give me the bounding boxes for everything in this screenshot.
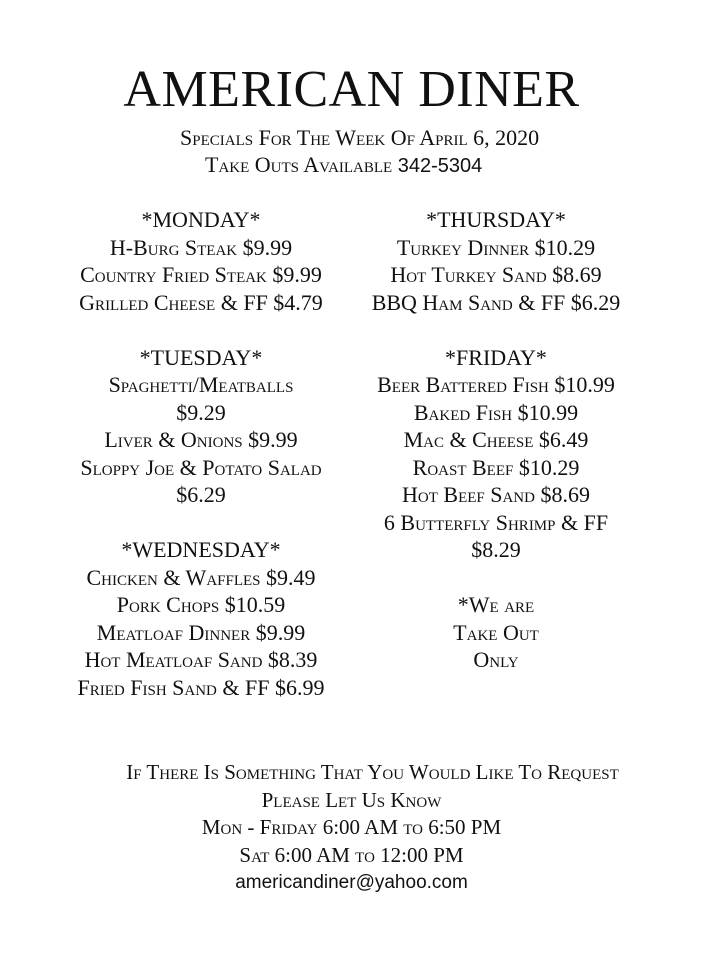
takeouts-label: Take Outs Available [205,152,398,177]
notice-line: Take Out [453,619,539,645]
menu-item: 6 Butterfly Shrimp & FF [383,509,609,535]
menu-item: H-Burg Steak $9.99 [109,234,293,260]
notice-line: Only [473,647,519,672]
menu-item: Mac & Cheese $6.49 [403,427,589,452]
footer-info [0,759,703,897]
menu-item: Chicken & Waffles $9.49 [86,564,316,590]
section-spacer [355,316,637,344]
section-spacer [60,509,342,537]
day-heading: *FRIDAY* [445,344,547,370]
left-menu-column [60,206,342,701]
section-spacer [355,564,637,592]
menu-item: BBQ Ham Sand & FF $6.29 [371,289,621,315]
menu-item: Hot Turkey Sand $8.69 [390,262,602,287]
menu-item: $9.29 [176,399,226,425]
day-heading: *MONDAY* [141,207,261,232]
takeouts-line [205,151,482,180]
day-heading: *TUESDAY* [139,344,263,370]
day-section-thursday [355,206,637,316]
menu-item: Hot Beef Sand $8.69 [402,482,590,507]
menu-item: Spaghetti/Meatballs [108,372,294,397]
email-address: americandiner@yahoo.com [235,872,468,893]
menu-item: Sloppy Joe & Potato Salad [80,454,322,480]
day-heading: *WEDNESDAY* [121,537,281,562]
menu-item: Hot Meatloaf Sand $8.39 [84,647,318,672]
menu-item: Grilled Cheese & FF $4.79 [79,289,323,315]
menu-item: Turkey Dinner $10.29 [396,234,596,260]
day-section-wednesday [60,536,342,701]
notice-line: *We are [457,592,535,617]
day-section-tuesday [60,344,342,509]
saturday-hours: Sat 6:00 AM to 12:00 PM [239,842,464,867]
menu-item: Beer Battered Fish $10.99 [377,372,615,397]
section-spacer [60,316,342,344]
request-line: If There Is Something That You Would Like To Request [126,760,619,784]
phone-number: 342-5304 [397,155,483,177]
menu-item: Fried Fish Sand & FF $6.99 [77,674,325,700]
menu-item: Meatloaf Dinner $9.99 [96,619,306,645]
let-us-know-line: Please Let Us Know [261,787,442,812]
weekday-hours: Mon - Friday 6:00 AM to 6:50 PM [201,815,502,839]
menu-item: Roast Beef $10.29 [412,454,580,480]
menu-item: $8.29 [471,537,521,562]
menu-item: Baked Fish $10.99 [413,399,579,425]
menu-item: Liver & Onions $9.99 [104,427,298,452]
menu-item: $6.29 [176,482,226,507]
takeout-notice [355,591,637,674]
page-title: AMERICAN DINER [123,61,580,118]
menu-item: Pork Chops $10.59 [116,592,286,617]
day-heading: *THURSDAY* [426,207,566,232]
menu-item: Country Fried Steak $9.99 [80,262,322,287]
right-menu-column [355,206,637,674]
day-section-monday [60,206,342,316]
specials-subtitle: Specials For The Week Of April 6, 2020 [180,125,540,150]
day-section-friday [355,344,637,564]
